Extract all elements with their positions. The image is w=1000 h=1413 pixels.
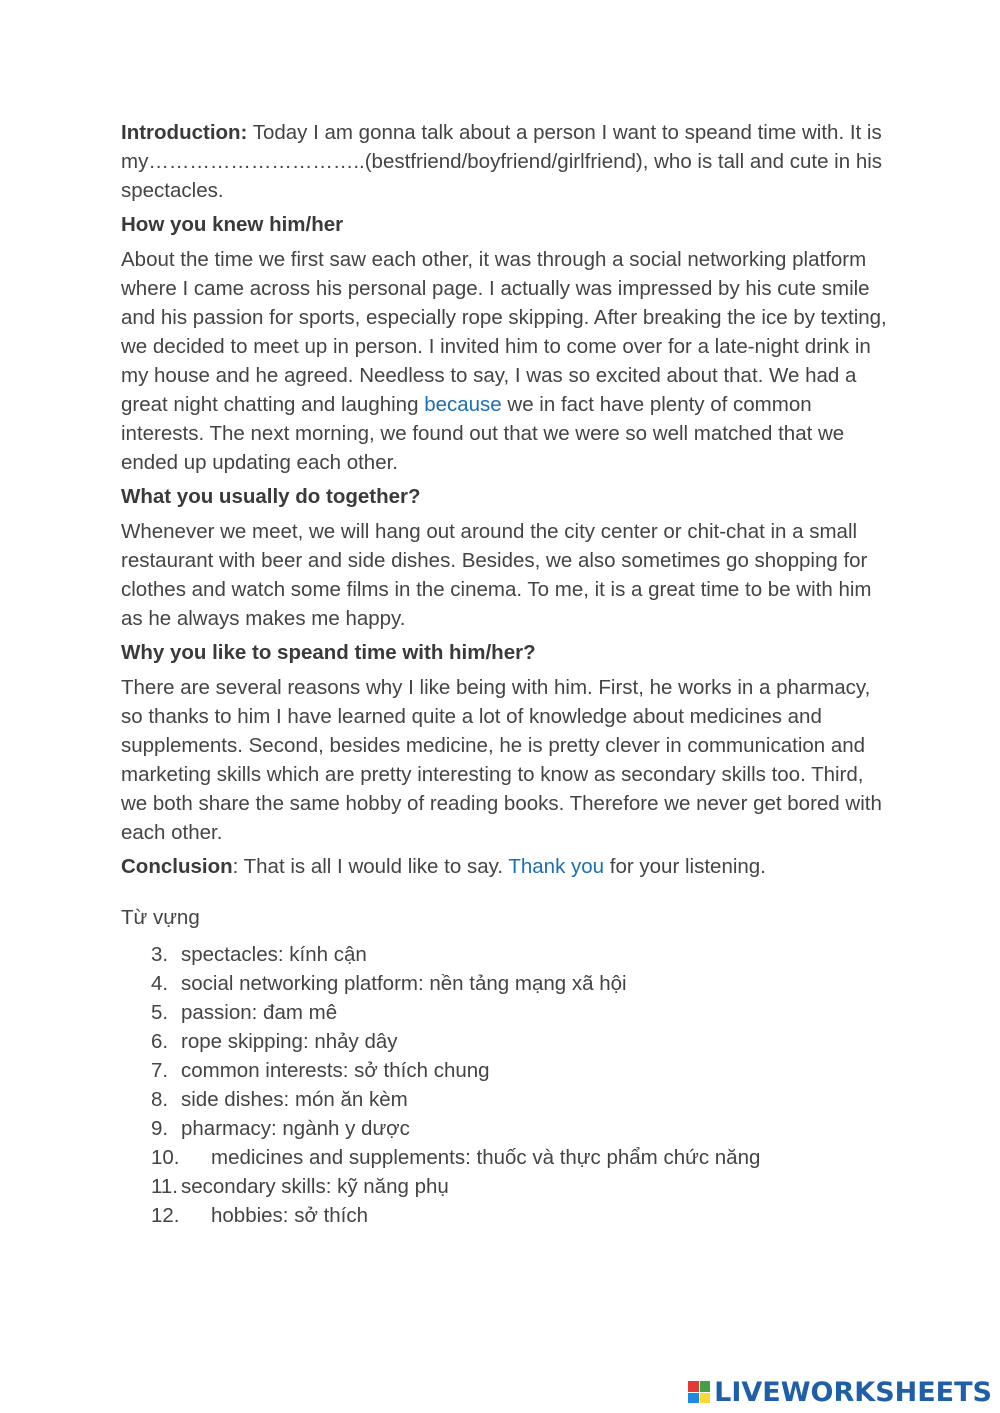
list-item: 7. common interests: sở thích chung (151, 1059, 490, 1082)
list-item: 6. rope skipping: nhảy dây (151, 1030, 398, 1053)
how-text-after: we in fact have plenty of common interests. The next morning, we found out that we were so well matched that we ended up updating each other. (121, 393, 845, 474)
heading-what-together: What you usually do together? (121, 485, 421, 508)
list-item: 9. pharmacy: ngành y dược (151, 1117, 410, 1140)
liveworksheets-watermark (688, 1375, 992, 1409)
document-body (121, 118, 891, 1230)
conclusion-text-before: : That is all I would like to say. (232, 855, 509, 878)
intro-text: Today I am gonna talk about a person I want to speand time with. It is my…………………………..(bestfriend/boyfriend/girlfriend), who is tall and cute in his spectacles. (121, 121, 883, 202)
watermark-text: LIVEWORKSHEETS (714, 1376, 992, 1408)
why-like-paragraph: There are several reasons why I like being with him. First, he works in a pharmacy, so thanks to him I have learned quite a lot of knowledge about medicines and supplements. Second, besides medicine, he is pretty clever in communication and marketing skills which are pretty interesting to know as secondary skills too. Third, we both share the same hobby of reading books. Therefore we never get bored with each other. (121, 676, 882, 844)
list-item: 4. social networking platform: nền tảng mạng xã hội (151, 972, 627, 995)
list-item: 3. spectacles: kính cận (151, 943, 367, 966)
list-item: 5. passion: đam mê (151, 1001, 338, 1024)
list-item: 11. secondary skills: kỹ năng phụ (151, 1175, 449, 1198)
heading-why-like: Why you like to speand time with him/her? (121, 641, 536, 664)
because-link[interactable]: because (424, 393, 502, 416)
how-you-knew-paragraph (121, 245, 891, 477)
intro-label: Introduction: (121, 121, 248, 144)
list-item: 8. side dishes: món ăn kèm (151, 1088, 408, 1111)
conclusion-paragraph (121, 852, 891, 881)
thank-you-link[interactable]: Thank you (508, 855, 605, 878)
list-item: 10. medicines and supplements: thuốc và thực phẩm chức năng (151, 1146, 761, 1169)
intro-paragraph (121, 118, 891, 205)
conclusion-text-after: for your listening. (604, 855, 766, 878)
liveworksheets-logo-icon (688, 1381, 710, 1403)
vocabulary-title: Từ vựng (121, 906, 200, 929)
how-text-before: About the time we first saw each other, it was through a social networking platform where I came across his personal page. I actually was impressed by his cute smile and his passion for sports, especially rope skipping. After breaking the ice by texting, we decided to meet up in person. I invited him to come over for a late-night drink in my house and he agreed. Needless to say, I was so excited about that. We had a great night chatting and laughing (121, 248, 887, 416)
vocabulary-list (121, 940, 891, 1230)
list-item: 12. hobbies: sở thích (151, 1204, 369, 1227)
heading-how-you-knew: How you knew him/her (121, 213, 344, 236)
conclusion-label: Conclusion (121, 855, 233, 878)
what-together-paragraph: Whenever we meet, we will hang out around the city center or chit-chat in a small restaurant with beer and side dishes. Besides, we also sometimes go shopping for clothes and watch some films in the cinema. To me, it is a great time to be with him as he always makes me happy. (121, 520, 872, 630)
